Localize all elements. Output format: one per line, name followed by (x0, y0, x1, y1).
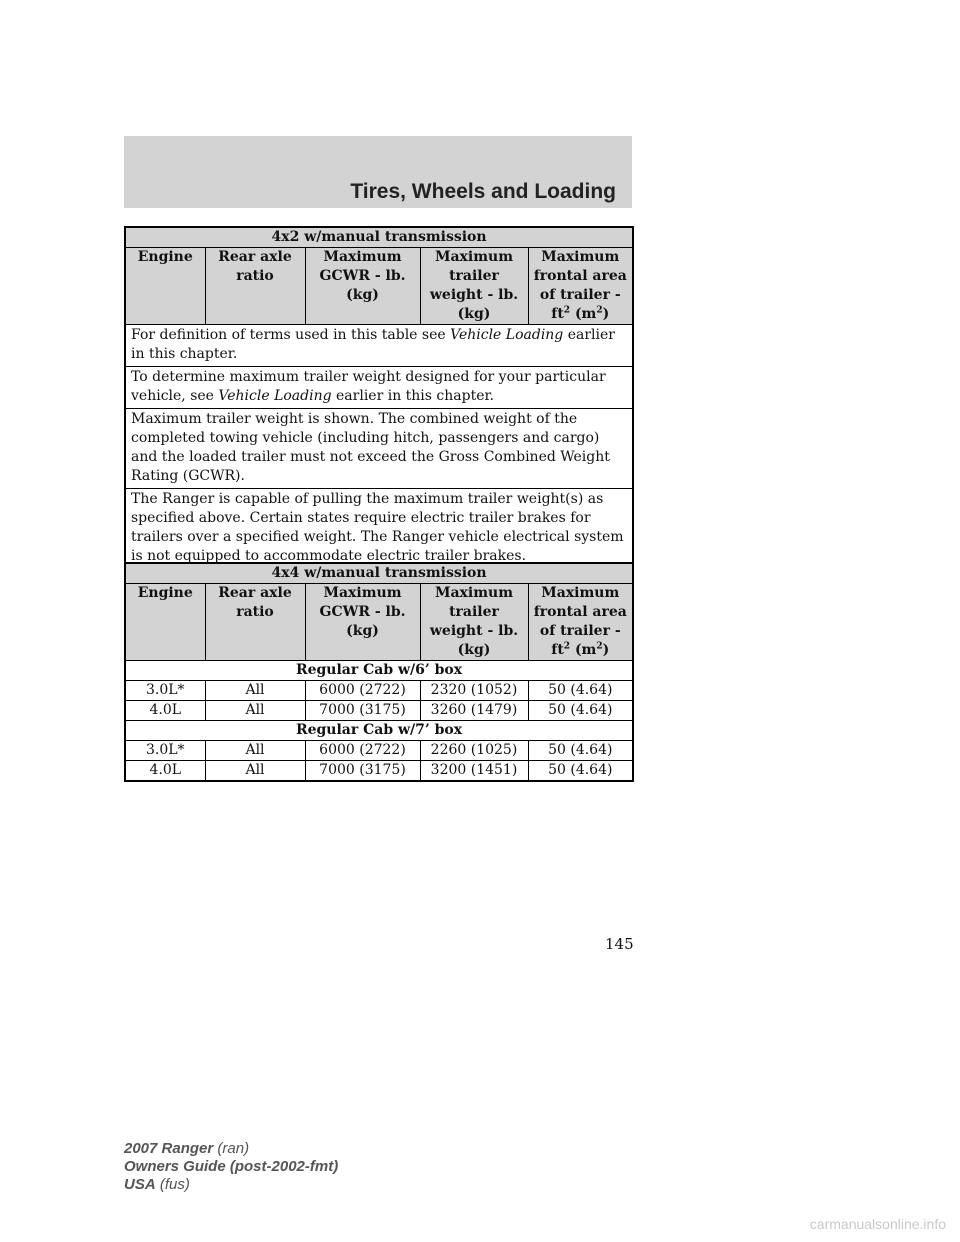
footer-guide: Owners Guide (post-2002-fmt) (124, 1158, 339, 1175)
column-header-gcwr: Maximum GCWR - lb. (kg) (305, 248, 420, 325)
cell-gcwr: 6000 (2722) (305, 681, 420, 701)
note-determine-weight: To determine maximum trailer weight designed for your particular vehicle, see Vehicle Loading earlier in this chapter. (125, 367, 633, 409)
cell-trailer-weight: 2260 (1025) (420, 741, 528, 761)
group-label: Regular Cab w/7’ box (125, 721, 633, 741)
cell-engine: 3.0L* (125, 741, 205, 761)
note-definition: For definition of terms used in this table see Vehicle Loading earlier in this chapter. (125, 325, 633, 367)
group-label: Regular Cab w/6’ box (125, 661, 633, 681)
table-row (125, 701, 633, 721)
footer-region: USA (124, 1176, 156, 1193)
column-header-gcwr: Maximum GCWR - lb. (kg) (305, 584, 420, 661)
towing-table-4x4 (124, 562, 634, 782)
column-header-engine: Engine (125, 248, 205, 325)
column-header-trailer-weight: Maximum trailer weight - lb. (kg) (420, 248, 528, 325)
chapter-title: Tires, Wheels and Loading (350, 180, 616, 203)
column-header-axle: Rear axle ratio (205, 584, 305, 661)
cell-trailer-weight: 2320 (1052) (420, 681, 528, 701)
page-number: 145 (605, 935, 634, 953)
vehicle-loading-reference: Vehicle Loading (450, 327, 564, 343)
column-header-frontal-area: Maximum frontal area of trailer - $ft^2$ $(m^2)$ (528, 584, 633, 661)
cell-frontal-area: 50 (4.64) (528, 681, 633, 701)
vehicle-loading-reference: Vehicle Loading (218, 388, 332, 404)
cell-engine: 3.0L* (125, 681, 205, 701)
cell-engine: 4.0L (125, 761, 205, 782)
column-header-frontal-area: Maximum frontal area of trailer - $ft^2$ $(m^2)$ (528, 248, 633, 325)
cell-axle: All (205, 681, 305, 701)
towing-table-4x2 (124, 226, 634, 570)
cell-axle: All (205, 701, 305, 721)
note-gcwr: Maximum trailer weight is shown. The combined weight of the completed towing vehicle (including hitch, passengers and cargo) and the loaded trailer must not exceed the Gross Combined Weight Rating (GCWR). (125, 409, 633, 489)
chapter-header-band (124, 136, 632, 208)
cell-engine: 4.0L (125, 701, 205, 721)
cell-frontal-area: 50 (4.64) (528, 761, 633, 782)
cell-frontal-area: 50 (4.64) (528, 701, 633, 721)
table-title: 4x4 w/manual transmission (125, 563, 633, 584)
cell-axle: All (205, 741, 305, 761)
cell-trailer-weight: 3200 (1451) (420, 761, 528, 782)
cell-gcwr: 7000 (3175) (305, 761, 420, 782)
note-electric-brakes: The Ranger is capable of pulling the maximum trailer weight(s) as specified above. Certain states require electric trailer brakes for trailers over a specified weight. The Ranger vehicle electrical system is not equipped to accommodate electric trailer brakes. (125, 489, 633, 570)
column-header-engine: Engine (125, 584, 205, 661)
watermark: carmanualsonline.info (809, 1216, 946, 1232)
cell-frontal-area: 50 (4.64) (528, 741, 633, 761)
cell-gcwr: 6000 (2722) (305, 741, 420, 761)
cell-axle: All (205, 761, 305, 782)
table-title: 4x2 w/manual transmission (125, 227, 633, 248)
cell-gcwr: 7000 (3175) (305, 701, 420, 721)
table-row (125, 741, 633, 761)
column-header-trailer-weight: Maximum trailer weight - lb. (kg) (420, 584, 528, 661)
column-header-axle: Rear axle ratio (205, 248, 305, 325)
footer-model: 2007 Ranger (124, 1140, 214, 1157)
document-footer: 2007 Ranger (ran) Owners Guide (post-2002-fmt) USA (fus) (124, 1140, 339, 1193)
table-row (125, 681, 633, 701)
cell-trailer-weight: 3260 (1479) (420, 701, 528, 721)
table-row (125, 761, 633, 782)
